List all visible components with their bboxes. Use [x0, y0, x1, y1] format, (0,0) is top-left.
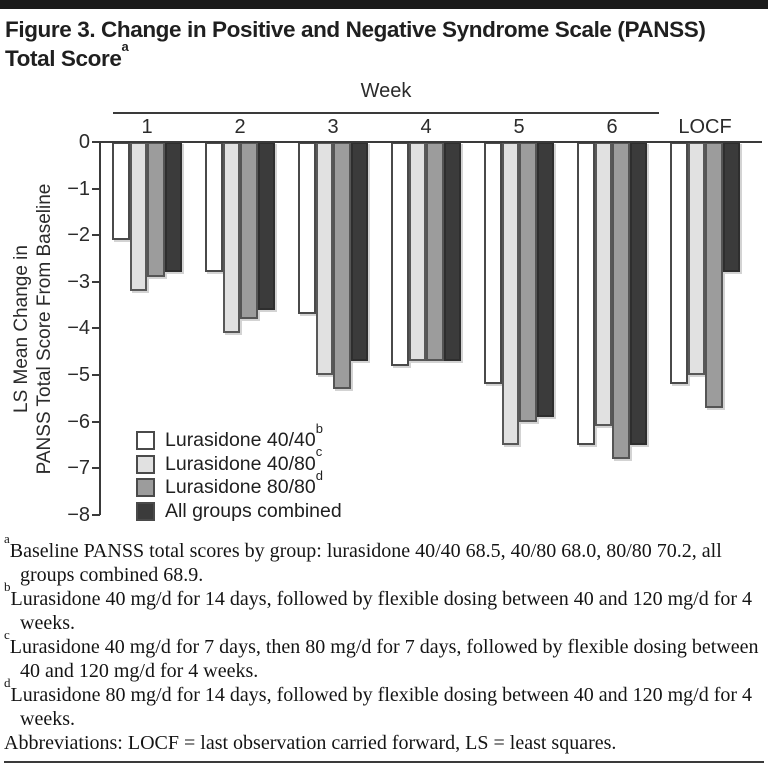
y-tick-label: −1: [67, 177, 90, 200]
legend-label: Lurasidone 40/80$^c$: [165, 444, 323, 475]
y-tick-mark: [92, 327, 100, 329]
footnote-abbreviations: Abbreviations: LOCF = last observation carried forward, LS = least squares.: [4, 732, 617, 754]
bar-week-1-all-groups-combined: [165, 142, 183, 272]
x-label-week-5: 5: [513, 116, 525, 138]
legend-swatch-icon: [136, 478, 155, 497]
x-label-week-3: 3: [327, 116, 339, 138]
footnote-a: $^a$Baseline PANSS total scores by group: lurasidone 40/40 68.5, 40/80 68.0, 80/80 70.2, all groups combined 68.9.: [4, 531, 722, 586]
y-tick-mark: [92, 188, 100, 190]
y-tick-mark: [92, 234, 100, 236]
x-label-week-1: 1: [141, 116, 153, 138]
bar-week-3-all-groups-combined: [351, 142, 369, 361]
bar-week-2-lurasidone-40-40: [205, 142, 223, 272]
bar-week-5-all-groups-combined: [537, 142, 555, 417]
footnote-b: $^b$Lurasidone 40 mg/d for 14 days, followed by flexible dosing between 40 and 120 mg/d for 4 weeks.: [4, 579, 753, 634]
y-tick-label: −5: [67, 364, 90, 386]
bar-week-2-all-groups-combined: [258, 142, 276, 310]
y-tick-label: −4: [67, 317, 90, 340]
bar-week-3-lurasidone-40-80: [316, 142, 334, 375]
bar-week-4-lurasidone-40-80: [409, 142, 427, 361]
y-tick-label: −8: [67, 503, 90, 526]
y-tick-mark: [92, 141, 100, 143]
bar-week-LOCF-lurasidone-40-40: [670, 142, 688, 384]
bar-week-2-lurasidone-80-80: [240, 142, 258, 319]
bar-week-LOCF-all-groups-combined: [723, 142, 741, 272]
bar-week-1-lurasidone-40-80: [130, 142, 148, 291]
bar-week-6-lurasidone-80-80: [612, 142, 630, 459]
bar-week-2-lurasidone-40-80: [223, 142, 241, 333]
bar-week-6-lurasidone-40-80: [595, 142, 613, 426]
y-tick-mark: [92, 514, 100, 516]
bar-week-6-lurasidone-40-40: [577, 142, 595, 445]
x-label-week-4: 4: [420, 116, 432, 138]
zero-baseline: [100, 141, 762, 143]
bar-week-4-lurasidone-40-40: [391, 142, 409, 366]
footnotes: [4, 531, 761, 755]
footnote-superscript: c: [4, 627, 10, 643]
legend-swatch-icon: [136, 455, 155, 474]
legend-superscript: d: [315, 467, 323, 483]
bar-week-1-lurasidone-40-40: [112, 142, 130, 240]
bar-week-LOCF-lurasidone-40-80: [688, 142, 706, 375]
bar-week-4-lurasidone-80-80: [426, 142, 444, 361]
bar-week-5-lurasidone-40-80: [502, 142, 520, 445]
figure-title-line2: Total Score$^a$: [5, 38, 129, 71]
x-axis-header: Week: [360, 80, 412, 102]
legend-item-2: [136, 444, 323, 476]
bar-week-1-lurasidone-80-80: [147, 142, 165, 277]
legend-label: Lurasidone 80/80$^d$: [165, 467, 323, 498]
y-tick-mark: [92, 467, 100, 469]
y-tick-label: 0: [78, 131, 90, 153]
legend-item-1: [136, 420, 323, 452]
legend-item-4: [136, 500, 342, 523]
y-tick-mark: [92, 374, 100, 376]
legend-superscript: b: [315, 420, 323, 436]
bottom-border-rule: [4, 761, 764, 763]
bar-week-3-lurasidone-80-80: [333, 142, 351, 389]
legend-swatch-icon: [136, 502, 155, 521]
legend-swatch-icon: [136, 431, 155, 450]
legend-superscript: c: [315, 444, 323, 459]
y-axis-title-line2: PANSS Total Score From Baseline: [34, 183, 55, 475]
x-label-week-2: 2: [234, 116, 246, 138]
bar-week-5-lurasidone-40-40: [484, 142, 502, 384]
x-label-week-6: 6: [606, 116, 618, 138]
bar-week-LOCF-lurasidone-80-80: [705, 142, 723, 408]
bar-week-6-all-groups-combined: [630, 142, 648, 445]
top-border-bar: [0, 0, 768, 9]
footnote-superscript: b: [4, 579, 11, 595]
y-tick-label: −6: [67, 410, 90, 433]
x-label-locf: LOCF: [678, 116, 732, 138]
y-axis-title-line1: LS Mean Change in: [11, 245, 32, 413]
y-tick-mark: [92, 421, 100, 423]
legend-item-3: [136, 467, 323, 499]
y-tick-mark: [92, 281, 100, 283]
y-tick-label: −3: [67, 270, 90, 293]
legend-label: Lurasidone 40/40$^b$: [165, 420, 323, 451]
y-tick-label: −7: [67, 457, 90, 480]
figure-title-line1: Figure 3. Change in Positive and Negative Syndrome Scale (PANSS): [5, 17, 706, 42]
bar-week-3-lurasidone-40-40: [298, 142, 316, 314]
y-tick-label: −2: [67, 224, 90, 247]
figure-title: [5, 15, 765, 73]
footnote-c: $^c$Lurasidone 40 mg/d for 7 days, then 80 mg/d for 7 days, followed by flexible dosing between 40 and 120 mg/d for 4 weeks.: [4, 627, 759, 682]
bar-week-4-all-groups-combined: [444, 142, 462, 361]
legend-label: All groups combined: [165, 499, 342, 522]
y-axis-title: [10, 119, 56, 539]
footnote-superscript: a: [4, 531, 10, 547]
footnote-superscript: d: [4, 675, 11, 691]
title-superscript: a: [121, 38, 129, 54]
footnote-d: $^d$Lurasidone 80 mg/d for 14 days, followed by flexible dosing between 40 and 120 mg/d for 4 weeks.: [4, 675, 753, 730]
bar-week-5-lurasidone-80-80: [519, 142, 537, 422]
